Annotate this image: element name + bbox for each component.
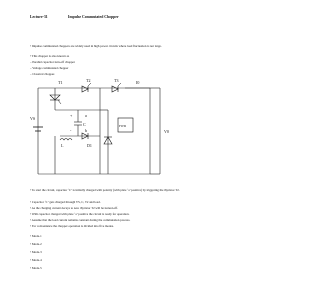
- label-c: C: [83, 122, 86, 127]
- mode-item: • Mode-2: [30, 242, 42, 246]
- body-line: • Assume that the load current remains constant during the commutation process.: [30, 218, 131, 222]
- thyristor-t2-icon: [82, 83, 91, 92]
- intro-line: – Classical chopper.: [30, 72, 55, 76]
- intro-line: – Parallel capacitor turn-off chopper: [30, 60, 75, 64]
- thyristor-t3-icon: [112, 83, 121, 92]
- thyristor-t1-icon: [50, 95, 61, 104]
- label-vo: V0: [164, 129, 169, 134]
- mode-item: • Mode-4: [30, 258, 42, 262]
- lecture-title: Impulse Commutated Chopper: [68, 15, 119, 19]
- body-line: • As the charging current decays to zero thyristor T2 will be turned-off.: [30, 206, 118, 210]
- lecture-number: Lecture-31: [30, 15, 48, 19]
- intro-line: • This chopper is also known as: [30, 54, 70, 58]
- mode-item: • Mode-3: [30, 250, 42, 254]
- label-fwd: FWD: [119, 124, 127, 128]
- label-t2: T2: [86, 78, 91, 83]
- body-line: • For convenience the chopper operation is divided into five modes.: [30, 224, 114, 228]
- intro-line: – Voltage commutated chopper: [30, 66, 69, 70]
- body-line: • With capacitor charged with plate ‘a’ positive the circuit is ready for operation.: [30, 212, 130, 216]
- intro-paragraph: • Impulse commutated choppers are widely used in high power circuits where load fluctuation is not large.: [30, 44, 162, 48]
- label-plus: +: [70, 113, 73, 118]
- label-vs: VS: [30, 116, 36, 121]
- label-d1: D1: [87, 143, 92, 148]
- mode-item: • Mode-5: [30, 266, 42, 270]
- body-line: • Capacitor ‘C’ gets charged through VS, C, T2 and load.: [30, 200, 101, 204]
- label-t1: T1: [58, 80, 63, 85]
- mode-item: • Mode-1: [30, 234, 42, 238]
- body-paragraph: • To start the circuit, capacitor ‘C’ is initially charged with polarity (with plate ‘a’ positive) by triggering the thyristor T2.: [30, 188, 180, 192]
- label-b: b: [85, 128, 87, 133]
- label-a: a: [85, 113, 87, 118]
- label-l: L: [61, 143, 64, 148]
- label-t3: T3: [114, 78, 119, 83]
- label-minus: -: [70, 128, 72, 133]
- inductor-l-icon: [60, 139, 72, 141]
- label-io: I0: [136, 80, 140, 85]
